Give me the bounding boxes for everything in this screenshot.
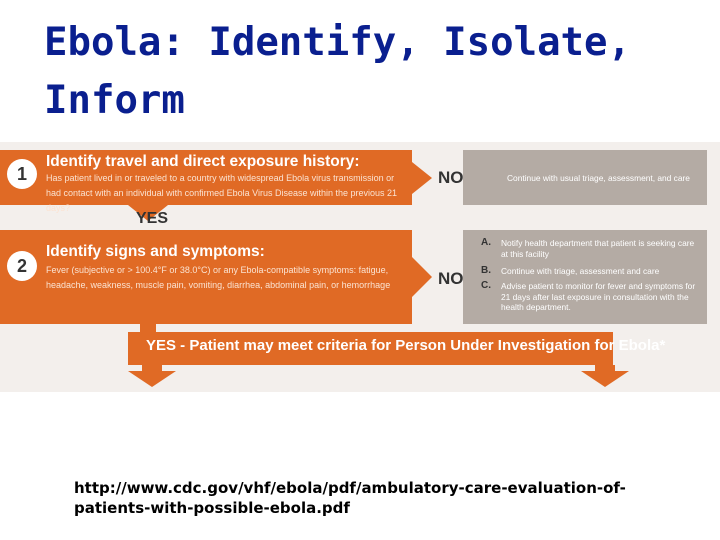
down-arrow-left xyxy=(128,365,176,387)
step1-text: Has patient lived in or traveled to a country with widespread Ebola virus transmission or had contact with an individual with confirmed Ebola Virus Disease within the previous 21 days? xyxy=(46,173,398,213)
step1-heading: Identify travel and direct exposure history: xyxy=(46,153,360,170)
step2-text: Fever (subjective or > 100.4°F or 38.0°C) or any Ebola-compatible symptoms: fatigue, headache, weakness, muscle pain, vomiting, diarrhea, abdominal pain, or hemorrhage xyxy=(46,265,391,290)
option-letter: C. xyxy=(481,280,491,291)
final-yes-text: YES - Patient may meet criteria for Person Under Investigation for Ebola* xyxy=(146,337,666,354)
source-url: http://www.cdc.gov/vhf/ebola/pdf/ambulatory-care-evaluation-of-patients-with-possible-ebola.pdf xyxy=(74,479,626,517)
option-letter: B. xyxy=(481,265,491,276)
option-text: Advise patient to monitor for fever and symptoms for 21 days after last exposure in consultation with the health department. xyxy=(501,281,696,312)
step1-yes-label: YES xyxy=(136,210,169,227)
ebola-flowchart xyxy=(0,142,720,392)
step1-number: 1 xyxy=(7,159,37,189)
option-text: Continue with triage, assessment and care xyxy=(501,266,660,276)
step2-no-label: NO xyxy=(438,269,464,288)
step2-number: 2 xyxy=(7,251,37,281)
slide-title: Ebola: Identify, Isolate, Inform xyxy=(44,20,631,123)
step2-heading: Identify signs and symptoms: xyxy=(46,243,265,260)
step1-no-action: Continue with usual triage, assessment, and care xyxy=(507,173,690,183)
option-text: Notify health department that patient is seeking care at this facility xyxy=(501,238,695,259)
step1-no-label: NO xyxy=(438,168,464,187)
option-letter: A. xyxy=(481,237,491,248)
down-arrow-right xyxy=(581,365,629,387)
